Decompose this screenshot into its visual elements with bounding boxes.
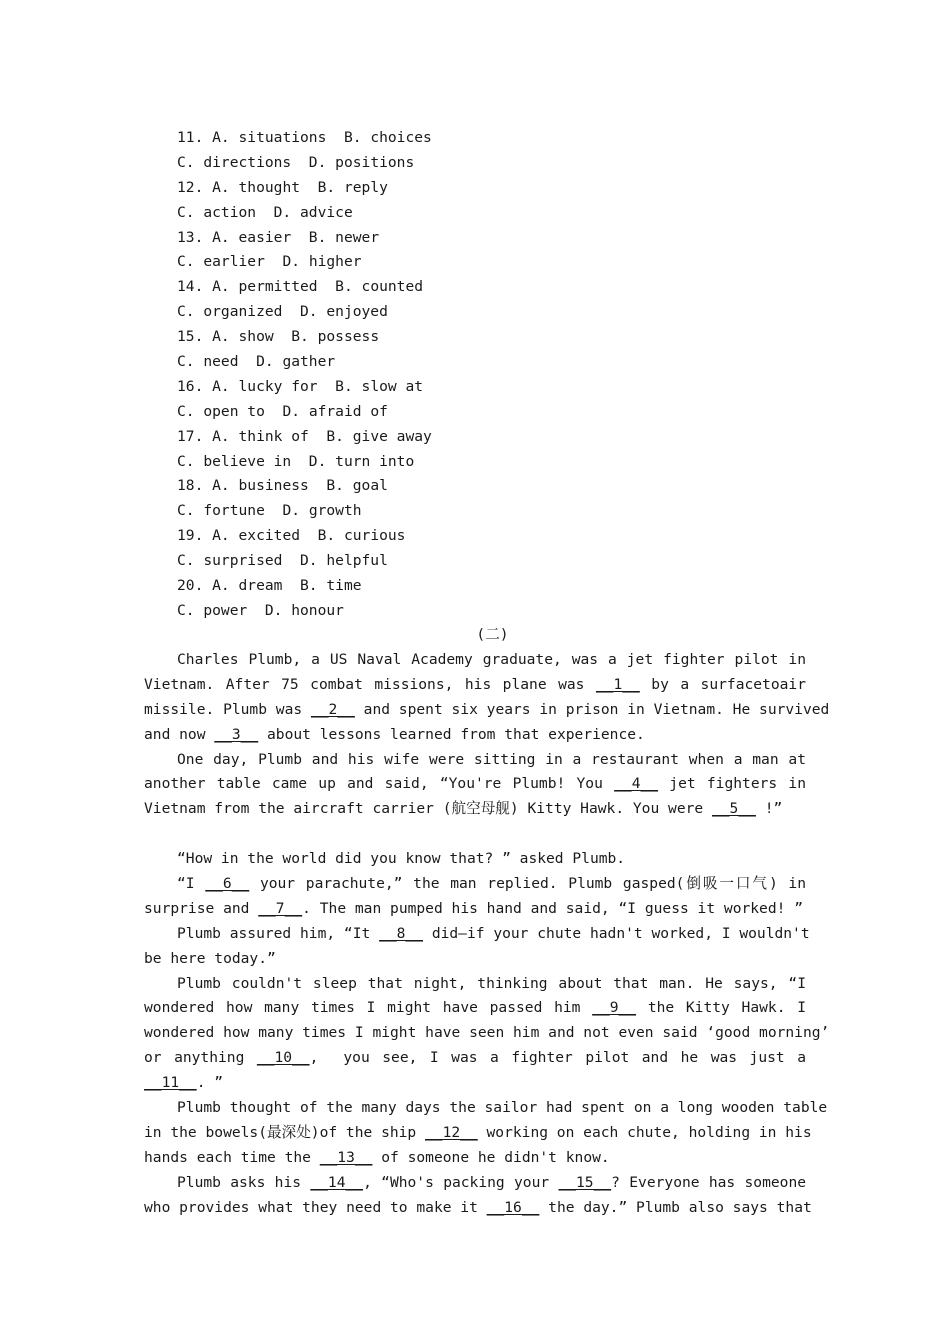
blank-11: __11__ [144, 1074, 197, 1092]
option-a: show [238, 328, 274, 346]
option-line-cd: C. surprised D. helpful [177, 552, 388, 570]
option-line-cd: C. believe in D. turn into [177, 452, 415, 470]
question-number: 16 [177, 377, 195, 395]
option-a: easier [238, 228, 292, 246]
option-line-ab: 11. A. situations B. choices [177, 129, 432, 146]
blank-13: __13__ [319, 1148, 373, 1166]
blank-1: __1__ [595, 675, 640, 693]
option-line-ab: 12. A. thought B. reply [177, 178, 388, 196]
blank-16: __16__ [486, 1198, 540, 1216]
section-title: (二) [476, 626, 509, 643]
option-line-cd: C. directions D. positions [177, 153, 415, 171]
option-a: business [238, 477, 309, 495]
passage-line: Plumb couldn't sleep that night, thinking about that man. He says, “I [177, 974, 806, 992]
option-b: choices [370, 129, 432, 146]
question-number: 17 [177, 427, 195, 445]
cloze-passage [144, 648, 830, 1220]
option-d: advice [300, 203, 353, 221]
option-c: organized [203, 303, 283, 321]
option-line-cd: C. action D. advice [177, 203, 353, 221]
passage-line: who provides what they need to make it __16__ the day.” Plumb also says that [144, 1196, 806, 1221]
passage-line: “How in the world did you know that? ” asked Plumb. [177, 850, 626, 868]
option-a: think of [238, 427, 309, 445]
option-line-ab: 20. A. dream B. time [177, 577, 362, 595]
paragraph-gap [144, 822, 806, 847]
option-c: earlier [203, 253, 265, 271]
option-d: positions [335, 153, 415, 171]
option-line-ab: 15. A. show B. possess [177, 328, 380, 346]
passage-line: hands each time the __13__ of someone he didn't know. [144, 1146, 806, 1171]
option-c: need [203, 353, 239, 371]
passage-line: __11__. ” [144, 1071, 806, 1096]
question-number: 15 [177, 328, 195, 346]
option-line-cd: C. power D. honour [177, 601, 344, 619]
option-c: directions [203, 153, 292, 171]
passage-line: wondered how many times I might have passed him __9__ the Kitty Hawk. I [144, 996, 806, 1021]
passage-line: Vietnam. After 75 combat missions, his plane was __1__ by a surfacetoair [144, 673, 806, 698]
option-b: possess [317, 328, 380, 346]
option-line-ab: 18. A. business B. goal [177, 477, 388, 495]
passage-line: in the bowels(最深处)of the ship __12__ working on each chute, holding in his [144, 1121, 806, 1146]
question-number: 18 [177, 477, 195, 495]
passage-line: and now __3__ about lessons learned from that experience. [144, 723, 806, 748]
option-b: reply [343, 178, 388, 196]
question-number: 13 [177, 228, 195, 246]
option-d: honour [291, 601, 344, 619]
question-number: 14 [177, 278, 195, 296]
option-d: afraid of [308, 402, 388, 420]
option-d: helpful [326, 552, 388, 570]
question-number: 19 [177, 527, 195, 545]
option-c: open to [203, 402, 265, 420]
passage-line: missile. Plumb was __2__ and spent six years in prison in Vietnam. He survived [144, 698, 806, 723]
passage-line: be here today.” [144, 949, 276, 967]
blank-10: __10__ [256, 1049, 310, 1067]
passage-line: Plumb assured him, “It __8__ did—if your chute hadn't worked, I wouldn't [144, 922, 806, 947]
blank-6: __6__ [205, 875, 250, 893]
option-line-cd: C. need D. gather [177, 353, 336, 371]
blank-2: __2__ [310, 700, 355, 718]
passage-line: Plumb asks his __14__, “Who's packing your __15__? Everyone has someone [144, 1171, 806, 1196]
option-d: growth [308, 502, 362, 520]
blank-15: __15__ [558, 1173, 612, 1191]
passage-line: One day, Plumb and his wife were sitting in a restaurant when a man at [177, 750, 806, 768]
option-d: turn into [335, 452, 415, 470]
question-number: 12 [177, 178, 195, 196]
blank-9: __9__ [592, 999, 637, 1017]
option-line-ab: 19. A. excited B. curious [177, 527, 406, 545]
option-c: surprised [203, 552, 283, 570]
blank-5: __5__ [711, 800, 756, 818]
option-b: counted [361, 278, 424, 296]
passage-line: another table came up and said, “You're Plumb! You __4__ jet fighters in [144, 772, 806, 797]
question-number: 20 [177, 577, 195, 595]
passage-line: “I __6__ your parachute,” the man replied. Plumb gasped(倒吸一口气) in [144, 872, 806, 897]
option-a: situations [238, 129, 327, 146]
passage-line: surprise and __7__. The man pumped his hand and said, “I guess it worked! ” [144, 897, 806, 922]
option-d: higher [308, 253, 362, 271]
option-line-cd: C. organized D. enjoyed [177, 303, 388, 321]
option-a: excited [238, 527, 301, 545]
blank-7: __7__ [258, 899, 303, 917]
option-b: give away [352, 427, 432, 445]
option-c: believe in [203, 452, 292, 470]
blank-3: __3__ [214, 725, 259, 743]
option-line-cd: C. earlier D. higher [177, 253, 362, 271]
option-line-ab: 16. A. lucky for B. slow at [177, 377, 424, 395]
option-b: time [326, 577, 362, 595]
passage-line: Plumb thought of the many days the sailor had spent on a long wooden table [177, 1099, 828, 1117]
passage-line: wondered how many times I might have seen him and not even said ‘good morning’ [144, 1024, 830, 1042]
blank-14: __14__ [310, 1173, 364, 1191]
options-list [177, 126, 432, 624]
option-d: enjoyed [326, 303, 388, 321]
blank-4: __4__ [614, 775, 659, 793]
option-c: action [203, 203, 257, 221]
option-b: newer [335, 228, 380, 246]
option-a: thought [238, 178, 301, 196]
option-a: permitted [238, 278, 318, 296]
option-b: goal [352, 477, 388, 495]
blank-8: __8__ [379, 924, 424, 942]
option-b: slow at [361, 377, 424, 395]
option-line-ab: 17. A. think of B. give away [177, 427, 432, 445]
option-b: curious [343, 527, 406, 545]
option-a: lucky for [238, 377, 318, 395]
question-number: 11 [177, 129, 195, 146]
passage-line: Charles Plumb, a US Naval Academy graduate, was a jet fighter pilot in [177, 651, 806, 668]
option-line-ab: 14. A. permitted B. counted [177, 278, 424, 296]
blank-12: __12__ [425, 1123, 478, 1141]
option-a: dream [238, 577, 283, 595]
option-line-ab: 13. A. easier B. newer [177, 228, 380, 246]
passage-line: or anything __10__, you see, I was a fighter pilot and he was just a [144, 1046, 806, 1071]
option-c: fortune [203, 502, 265, 520]
option-c: power [203, 601, 248, 619]
option-d: gather [282, 353, 336, 371]
passage-line: Vietnam from the aircraft carrier (航空母舰) Kitty Hawk. You were __5__ !” [144, 797, 806, 822]
option-line-cd: C. fortune D. growth [177, 502, 362, 520]
option-line-cd: C. open to D. afraid of [177, 402, 388, 420]
